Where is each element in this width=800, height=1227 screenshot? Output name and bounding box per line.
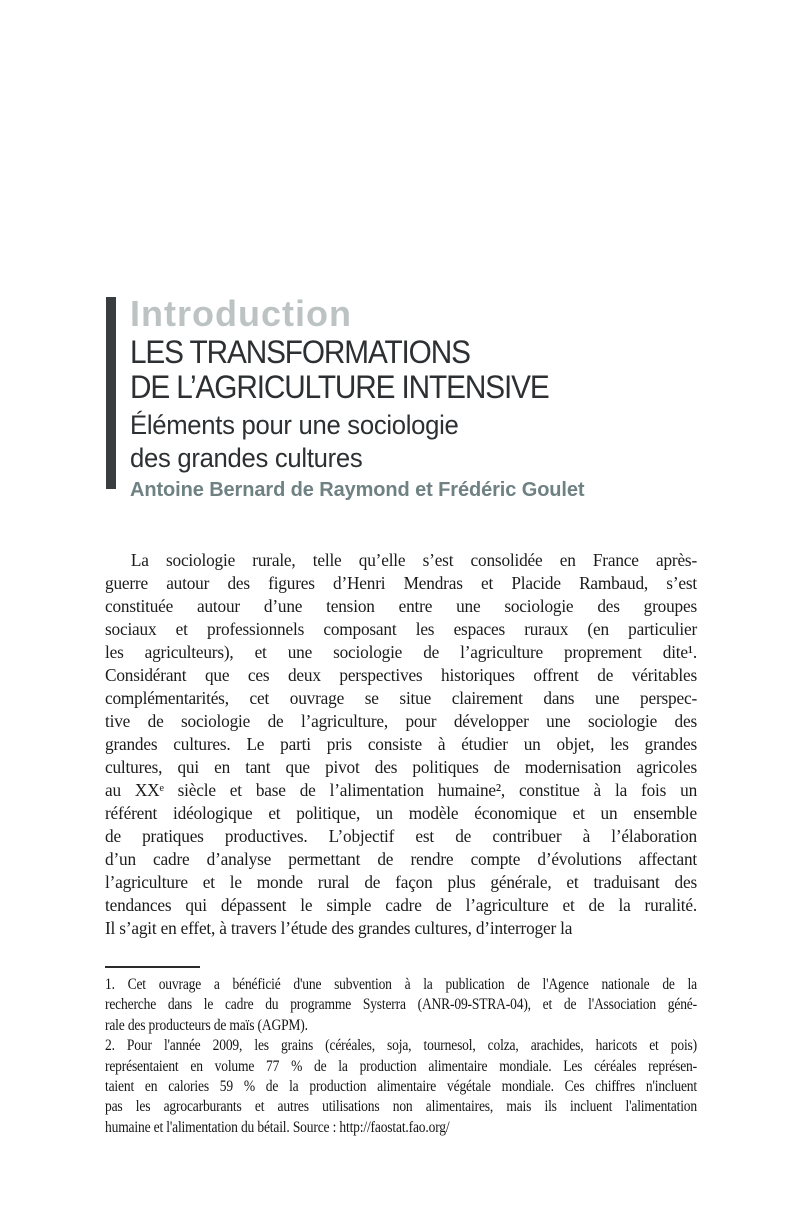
footnote-line: représentaient en volume 77 % de la production alimentaire mondiale. Les céréales représen- — [105, 1057, 697, 1075]
paragraph-line: complémentarités, cet ouvrage se situe clairement dans une perspec- — [105, 688, 698, 708]
paragraph-line: guerre autour des figures d’Henri Mendras et Placide Rambaud, s’est — [105, 573, 698, 593]
paragraph-line: de pratiques productives. L’objectif est de contribuer à l’élaboration — [105, 826, 698, 846]
book-subtitle-line-2: des grandes cultures — [130, 443, 363, 473]
footnote-1 — [105, 975, 800, 1036]
paragraph-line: les agriculteurs), et une sociologie de l’agriculture proprement dite¹. — [105, 642, 698, 662]
paragraph-line: au XXᵉ siècle et base de l’alimentation humaine², constitue à la fois un — [105, 780, 698, 800]
accent-bar — [106, 297, 116, 489]
authors-line: Antoine Bernard de Raymond et Frédéric Goulet — [130, 479, 585, 501]
footnote-2 — [105, 1036, 800, 1138]
paragraph-line: constituée autour d’une tension entre une sociologie des groupes — [105, 596, 698, 616]
footnotes-section — [105, 966, 800, 1138]
footnote-line: humaine et l'alimentation du bétail. Source : http://faostat.fao.org/ — [105, 1118, 450, 1136]
paragraph-line: Considérant que ces deux perspectives historiques offrent de véritables — [105, 665, 698, 685]
paragraph-line: cultures, qui en tant que pivot des politiques de modernisation agricoles — [105, 757, 698, 777]
paragraph-line: grandes cultures. Le parti pris consiste à étudier un objet, les grandes — [105, 734, 698, 754]
book-title-line-1: LES TRANSFORMATIONS — [130, 334, 470, 370]
book-title-line-2: DE L’AGRICULTURE INTENSIVE — [130, 369, 549, 405]
chapter-label: Introduction — [130, 293, 352, 334]
footnote-line: recherche dans le cadre du programme Systerra (ANR-09-STRA-04), et de l'Association géné- — [105, 996, 697, 1014]
paragraph-line: tive de sociologie de l’agriculture, pour développer une sociologie des — [105, 711, 698, 731]
book-subtitle — [130, 409, 562, 475]
footnote-line: taient en calories 59 % de la production alimentaire végétale mondiale. Ces chiffres n'incluent — [105, 1078, 697, 1096]
book-title — [130, 335, 553, 405]
paragraph-line: référent idéologique et politique, un modèle économique et un ensemble — [105, 803, 698, 823]
paragraph-line: tendances qui dépassent le simple cadre de l’agriculture et de la ruralité. — [105, 895, 698, 915]
footnote-line: 1. Cet ouvrage a bénéficié d'une subvention à la publication de l'Agence nationale de la — [105, 976, 697, 993]
footnote-line: pas les agrocarburants et autres utilisations non alimentaires, mais ils incluent l'alimentation — [105, 1098, 697, 1116]
footnote-separator-rule — [105, 966, 200, 968]
chapter-header-text — [130, 295, 584, 501]
footnote-line: 2. Pour l'année 2009, les grains (céréales, soja, tournesol, colza, arachides, haricots et pois) — [105, 1037, 697, 1055]
body-paragraph — [105, 549, 722, 940]
paragraph-line: sociaux et professionnels composant les espaces ruraux (en particulier — [105, 619, 698, 639]
book-subtitle-line-1: Éléments pour une sociologie — [130, 410, 459, 440]
footnote-line: rale des producteurs de maïs (AGPM). — [105, 1016, 308, 1034]
paragraph-line: l’agriculture et le monde rural de façon plus générale, et traduisant des — [105, 872, 698, 892]
paragraph-line: Il s’agit en effet, à travers l’étude des grandes cultures, d’interroger la — [105, 918, 573, 938]
paragraph-line: d’un cadre d’analyse permettant de rendre compte d’évolutions affectant — [105, 849, 698, 869]
paragraph-line: La sociologie rurale, telle qu’elle s’est consolidée en France après- — [130, 550, 698, 570]
chapter-header — [106, 295, 584, 501]
